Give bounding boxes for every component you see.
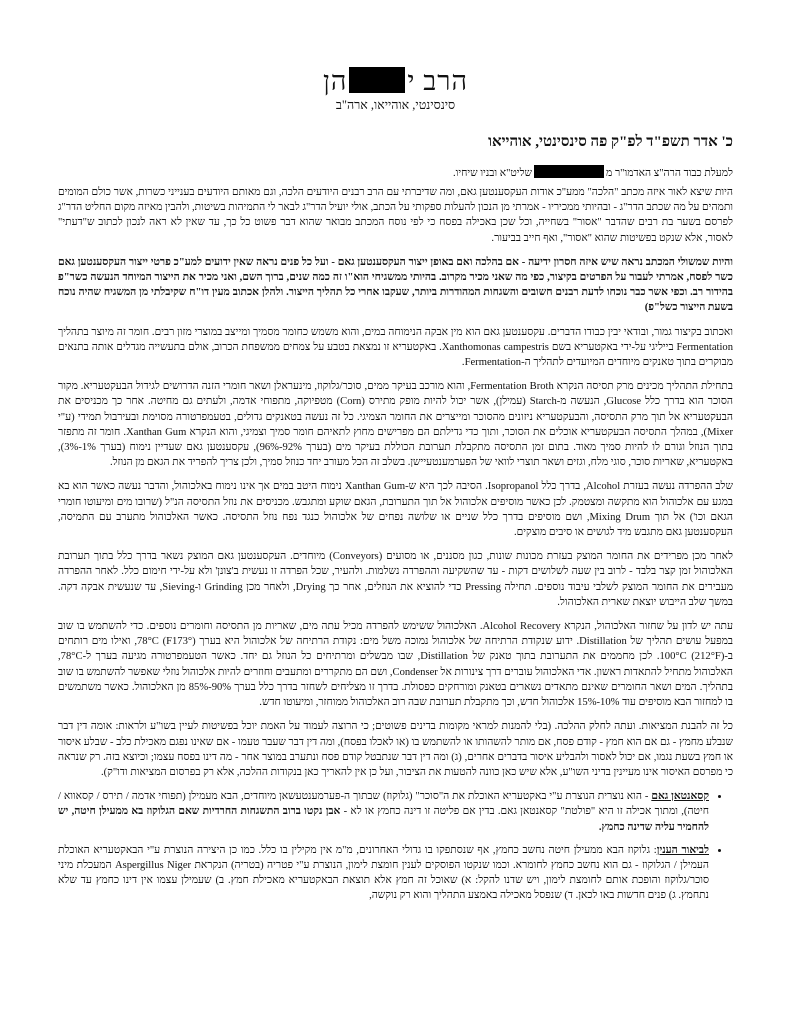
letter-body	[58, 134, 733, 912]
paragraph-drying: לאחר מכן מפרידים את החומר המוצק בעזרת מכונות שונות, כגון מסננים, או מסועים (Conveyors) מיוחדים. העקסענטען גאם המוצק נשאר בדרך כלל בתוך תערובת האלכוהול זמן קצר בלבד - לרוב בין שעה לשלושים דקות - עד שהשקיעה וההפרדה נשלמות. ולהעיר, שכל הפרדה זו נעשית ב'צונן' ולא על-ידי חימום כלל. לאחר ההפרדה מעבירים את החומר המוצק לשלבי עיבוד נוספים. תחילה Pressing כדי להוציא את הנוזלים, אחר כך Drying, ולאחר מכן Grinding ו-Sieving, עד שנעשית אבקה דקה. במשך שלב הייבוש יוצאת שארית האלכוהול.	[58, 551, 734, 608]
paragraph-alcohol-separation: שלב ההפרדה נעשה בעזרת Alcohol, בדרך כלל Isopropanol. הסיבה לכך היא ש-Xanthan Gum נימוח היטב במים אך אינו נימוח באלכוהול, והדבר נעשה כאשר הוא בא במגע עם אלכוהול הוא מתקשה ומצטמק. לכן כאשר מוסיפים אלכוהול אל תוך התערובת, הגאם שוקע ומתגבש. מכניסים את נוזל התסיסה הנ"ל (שרובו מים ומיעוטו חומרי הגאם וכו') אל תוך Mixing Drum, ושם מוסיפים בדרך כלל שניים או שלושה נפחים של אלכוהול כנגד נפח נוזל התסיסה. כאשר האלכוהול מתערב עם התמיסה, העקסענטען גאם מתגבש מיד לגושים או סיבים מוצקים.	[58, 481, 733, 539]
bullet-emphasis: אבן נקטו ברוב התשגחות החרדיות שאם הגלוקוז בא ממעילן חיטה, יש להחמיר עליה שדינה כחמץ.	[58, 806, 709, 833]
redaction-bar	[349, 67, 405, 93]
author-name-part-1: הרב י	[407, 66, 469, 96]
salutation-start: למעלת כבוד הרה"צ האדמו"ר מ	[606, 168, 733, 179]
bullet-text: - הוא נוצרית הנוצרת ע"י באקטעריא האוכלת את ה"סוכר" (גלוקוז) שבתוך ה-פערמענטעשאן מיוחדים, הבא מעמילן (תפוחי אדמה / תירס / קסאווא / חיטה), ומתוך אכילה זו היא "פולטת" קסאנטאן גאם. בדין אם פליטה זו דינה כחמץ או לא -	[58, 791, 709, 818]
author-name	[0, 66, 791, 96]
paragraph-alcohol-recovery: עתה יש לדון על שחזור האלכוהול, הנקרא Alcohol Recovery. האלכוהול ששימש להפרדה מכיל עתה מים, שאריות מן התסיסה וחומרים נוספים. כדי להשתמש בו שוב במפעל עושים תהליך של Distillation. ידוע שנקודת הרתיחה של אלכוהול נמוכה משל מים: נקודת הרתיחה של אלכוהול היא בערך 78°C (F173°), ואילו מים רותחים ב-100°C (212°F). לכן מחממים את התערובת בתוך טאנק של Distillation, שבו מבשלים ומרתיחים כל הנוזל גם יחד. כאשר הטעמפרטורה מגיעה בערך ל-78°C, האלכוהול מתחיל להתאדות ראשון. אדי האלכוהול עוברים דרך צינורות אל Condenser, ושם הם מתקררים ומתעבים וחוזרים להיות אלכוהול נוזלי שאפשר להשתמש בו שוב בתהליך. המים ושאר החומרים שאינם מתאדים נשארים בטאנק ומורחקים כפסולת. בדרך זו מצליחים לשחזר בדרך כלל בערך 90%-85% מן האלכוהול. כאשר משתמשים בו למחזור הבא מוסיפים עוד 10%-15% אלכוהול חדש, וכך מתקבלת תערובת שבה רוב האלכוהול ממוחזר, ומיעוטו חדש.	[58, 621, 733, 709]
bullet-term: קסאנטאן גאם	[651, 791, 709, 803]
paragraph-halacha: כל זה להבנת המציאות. ועתה לחלק ההלכה. (בלי להמנות למראי מקומות בדינים פשוטים; כי הרוצה לעמוד על האמת יוכל בפשיטות לעיין בשו"ע ולראות: אומה דין דבר שנבלע מחמץ - גם אם הוא חמץ - קודם פסח, אם מותר להשהותו או להשתמש בו (או לאכלו בפסח), ומה דין דבר שעבר טעמו - אם שאינו נפגם מאכילת כלב - שבלע איסור או חמץ בשעת נגמו, אם יכול לאסור ולהבליע איסור בדברים אחרים, (ג) ומה דין דבר שנתבטל קודם פסח ונתערב במוצר אחר - מה דינו בפסח עצמו; וכיוצא בזה. רק שנראה כי מפרסם האיסור אינו מעיינין בדיני השו"ע, אלא שיש כאן כוונה להטעות את הציבור, ועל כן אין להאריך כאן בנקודות ההלכה, אלא רק בפרסום המציאות ודו"ק).	[58, 721, 733, 778]
bullet-text: : גלוקוז הבא ממעילן חיטה נחשב כחמץ, אף שנסתפקו בו גדולי האחרונים, מ"מ אין מקילין בו כלל. כמו כן היצירה הנוצרת ע"י הבאקטעריא האוכלת העמילן / הגלוקוז - גם הוא נחשב כחמץ לחומרא. וכמו שנקטו הפוסקים לענין חומצת לימון, הנוצרת ע"י פטריה (בטריה) הנקראת Aspergillus Niger המעכלת מיני סוכר/גלוקוז והופכת אותם לחומצת לימון, ויש שדנו להקל: א) שאוכל זה חמץ אלא תוצאת הבאקטעריא מאכילת חמץ. ב) שעמילן עצמו אין דינו כחמץ עד שלא נתחמץ. ג) פנים חדשות באו לכאן. ד) שנפסל מאכילה באמצע התהליך והוא רק נוקשה,	[58, 844, 709, 902]
bullet-term: לביאור הענין	[656, 844, 709, 856]
bullet-item	[58, 789, 709, 835]
paragraph-fermentation: בתחילת התהליך מכינים מרק תסיסה הנקרא Fermentation Broth, והוא מורכב בעיקר ממים, סוכר/גלוקוז, מינעראלן ושאר חומרי הזנה הדרושים לגידול הבעקטעריא. מקור הסוכר הוא בדרך כלל Glucose, הנעשה מ-Starch (עמילן), אשר יכול להיות מופק מתירס (Corn) מטפיוקה, מתפוחי אדמה, ולעתים גם מחיטה. אחר כך מכניסים את הבעקטעריא אל תוך מרק התסיסה, והבעקטעריא ניזונים מהסוכר ומייצרים את החומר הצמיגי. כל זה נעשה בטאנקים גדולים, בטעמפרטורה מסוימת ובעירבול תמידי (ע"י Mixer), במהלך התסיסה הבעקטעריא אוכלים את הסוכר, ותוך כדי גדילתם הם מפרישים מחוץ לתאיהם חומר סמיך וצמיגי, והוא הנקרא Xanthan Gum. חומר זה מתפזר בתוך הנוזל וגורם לו להיות סמיך מאוד. בתום זמן התסיסה מתקבלת תערובת הכוללת בעיקר מים (בערך 92%-96%), עקסענטען גאם שעדיין נימוח (בערך 1%-3%), באקטעריא, שאריות סוכר, סוגי מלח, וגזים ושאר תוצרי לוואי של הפערמענטעיישן. בשלב זה הכל מעורב יחד כנוזל סמיך, ולכן צריך להפריד את הגאם מן הנוזל.	[58, 381, 734, 469]
letterhead	[0, 0, 791, 113]
bullet-item	[58, 843, 709, 904]
paragraph-xanthan-definition: ואכתוב בקיצור גמור, ובודאי יבין כבודו הדברים. עקסענטען גאם הוא מין אבקה הנימוחה במים, והוא משמש כחומר מסמיך ומייצב במוצרי מזון רבים. חומר זה מיוצר בתהליך Fermentation בייליגי על-ידי באקטעריא בשם Xanthomonas campestris. באקטעריא זו נמצאת בטבע על צמחים ממשפחת הכרוב, אולם בתעשייה מגדלים אותה בתנאים מבוקרים בתוך טאנקים מיוחדים המיועדים לתהליך ה-Fermentation.	[58, 326, 734, 369]
paragraph-background: והיות שמשולי המכתב נראה שיש איזה חסרון ידיעה - אם בהלכה ואם באופן ייצור העקסענטען גאם - ועל כל פנים נראה שאין ידועים למע"כ פרטי ייצור העקסענטען גאם כשר לפסח, אמרתי לעבור על הפרטים בקיצור, כפי מה שאני מכיר מקרוב. בהיותי ממשגיחי הוא"ו זה כמה שנים, ברוך השם, ואני מכיר את הייצור המיוחד הנעשה כשר"פ בהידור רב. וכפי אשר כבר נוכחו לדעת רבנים חשובים והשגחות המהודרות ביותר, שעקבו אחרי כל תהליך הייצור. ולהלן אכתוב מעין דו"ח שקיבלתי מן המשגיח שהיה נוכח בשעת הייצור כשל"פ)	[58, 256, 733, 314]
author-location: סינסינטי, אוהייאו, ארה"ב	[335, 98, 456, 112]
letter-date: כ' אדר תשפ"ד לפ"ק פה סינסינטי, אוהייאו	[488, 134, 733, 150]
salutation-end: שליט"א ובניו שיחיו.	[453, 168, 533, 179]
salutation	[58, 165, 733, 181]
bullet-list	[58, 789, 733, 903]
author-name-part-2: הן	[322, 66, 348, 96]
paragraph-intro: היות שיצא לאור איזה מכתב "הלכה" ממע"כ אודות העקסענטען גאם, ומה שדיברתי עם הרב רבנים היודעים הלכה, וגם מאותם היודעים בענייני כשרות, אשר כולם המומים ותמהים על מה שכתב הדר"ג - ובהיותי ממכיריו - אמרתי מן הנכון להעלות ספקותי על הכתב, אולי יועיל הדר"ג לבאר לי התמיהות בשיטות, ולהבין מאיזה מקום החליט הדר"ג לפרסם בשער בת רבים שהדבר "אסור" בשחייה, וכל שכן באכילה בפסח כי לפי נוסח המכתב מבואר שהוא דבר פשוט כל כך, עד שאין לא ראה לנכון לכתוב ש"דעתי" לאסור, אלא שנקט בפשיטות שהוא "אסור", ואף חייב בביעור.	[58, 187, 733, 244]
redaction-bar	[534, 165, 604, 178]
